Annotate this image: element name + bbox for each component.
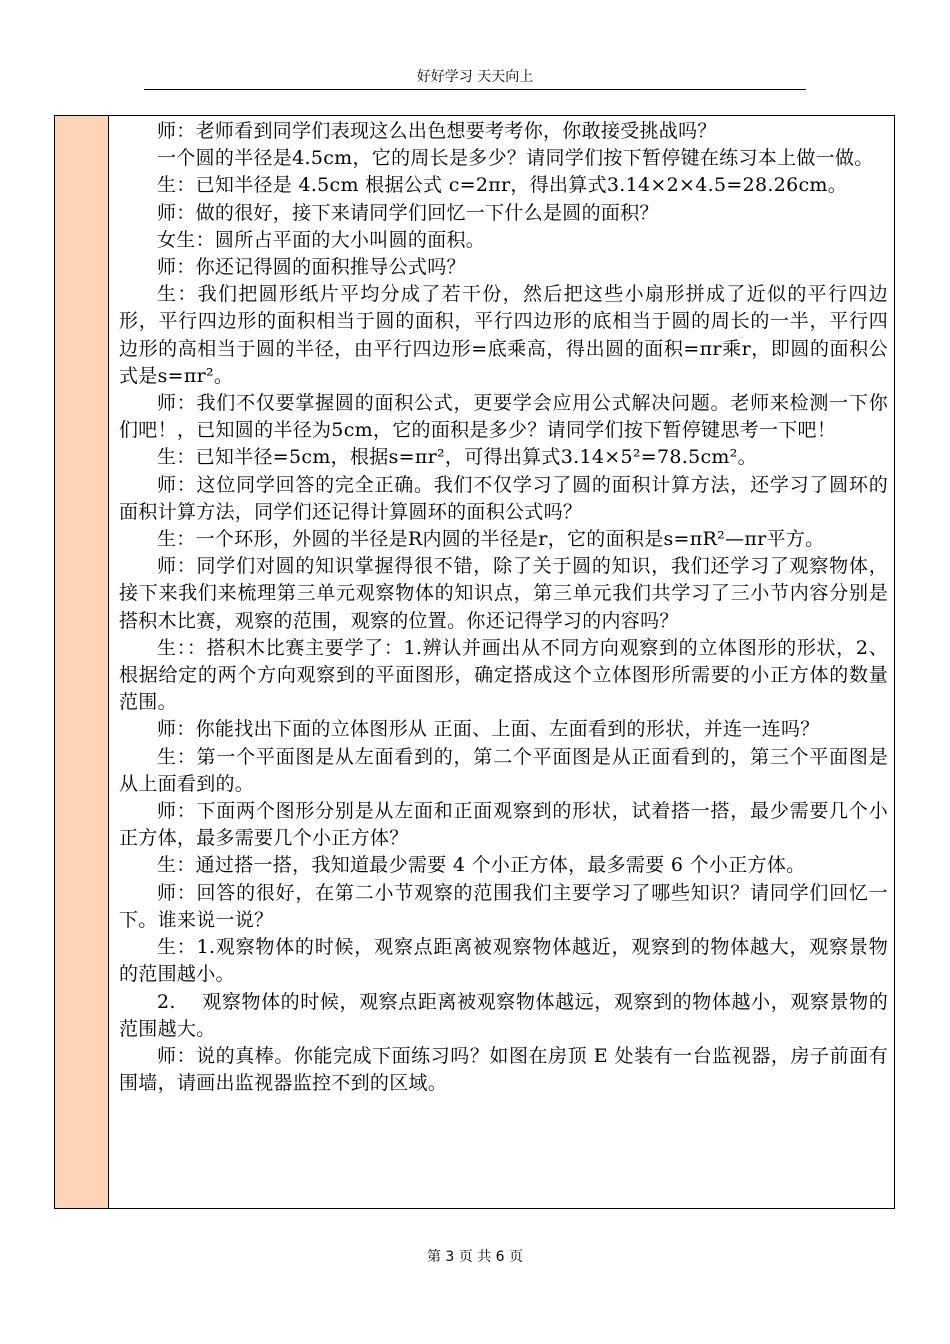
- paragraph: 女生：圆所占平面的大小叫圆的面积。: [157, 228, 486, 251]
- paragraph: 师：这位同学回答的完全正确。我们不仅学习了圆的面积计算方法，还学习了圆环的面积计算方法，同学们还记得计算圆环的面积公式吗？: [119, 473, 888, 523]
- paragraph: 师：老师看到同学们表现这么出色想要考考你，你敢接受挑战吗？: [157, 120, 717, 142]
- paragraph: 生：一个环形，外圆的半径是R内圆的半径是r，它的面积是s=πR²—πr平方。: [157, 528, 825, 551]
- paragraph: 师：你还记得圆的面积推导公式吗？: [157, 256, 466, 279]
- page-header: 好好学习 天天向上: [416, 69, 534, 85]
- paragraph: 生：已知半径=5cm，根据s=πr²，可得出算式3.14×5²=78.5cm²。: [157, 446, 757, 469]
- paragraph: 师：说的真棒。你能完成下面练习吗？如图在房顶 E 处装有一台监视器，房子前面有围墙，请画出监视器监控不到的区域。: [119, 1044, 888, 1095]
- paragraph: 师：回答的很好，在第二小节观察的范围我们主要学习了哪些知识？请同学们回忆一下。谁来说一说？: [119, 881, 888, 931]
- lesson-content: [111, 116, 888, 1097]
- paragraph: 师：我们不仅要掌握圆的面积公式，更要学会应用公式解决问题。老师来检测一下你们吧！，已知圆的半径为5cm，它的面积是多少？请同学们按下暂停键思考一下吧！: [119, 392, 888, 442]
- lesson-table: [54, 115, 895, 1209]
- page-footer: 第 3 页 共 6 页: [426, 1249, 524, 1265]
- paragraph: 生：已知半径是 4.5cm 根据公式 c=2πr，得出算式3.14×2×4.5=28.26cm。: [157, 174, 848, 197]
- left-shaded-column: [55, 116, 109, 1208]
- paragraph: 师：同学们对圆的知识掌握得很不错，除了关于圆的知识，我们还学习了观察物体，接下来我们来梳理第三单元观察物体的知识点，第三单元我们共学习了三小节内容分别是搭积木比赛，观察的范围，观察的位置。你还记得学习的内容吗？: [119, 555, 888, 632]
- paragraph: 生：通过搭一搭，我知道最少需要 4 个小正方体，最多需要 6 个小正方体。: [157, 854, 806, 877]
- paragraph: 师：你能找出下面的立体图形从 正面、上面、左面看到的形状，并连一连吗？: [157, 718, 820, 741]
- paragraph: 生：第一个平面图是从左面看到的，第二个平面图是从正面看到的，第三个平面图是从上面看到的。: [119, 745, 888, 795]
- header-rule: [144, 89, 806, 90]
- paragraph: 一个圆的半径是4.5cm，它的周长是多少？请同学们按下暂停键在练习本上做一做。: [157, 147, 874, 170]
- paragraph: 2. 观察物体的时候，观察点距离被观察物体越远，观察到的物体越小，观察景物的范围越大。: [119, 990, 888, 1040]
- paragraph: 生：：搭积木比赛主要学了：1.辨认并画出从不同方向观察到的立体图形的形状，2、根据给定的两个方向观察到的平面图形，确定搭成这个立体图形所需要的小正方体的数量范围。: [119, 636, 888, 714]
- paragraph: 生：我们把圆形纸片平均分成了若干份，然后把这些小扇形拼成了近似的平行四边形，平行四边形的面积相当于圆的面积，平行四边形的底相当于圆的周长的一半，平行四边形的高相当于圆的半径，由平行四边形=底乘高，得出圆的面积=πr乘r，即圆的面积公式是s=πr²。: [119, 283, 888, 387]
- paragraph: 生：1.观察物体的时候，观察点距离被观察物体越近，观察到的物体越大，观察景物的范围越小。: [119, 936, 888, 986]
- paragraph: 师：下面两个图形分别是从左面和正面观察到的形状，试着搭一搭，最少需要几个小正方体，最多需要几个小正方体？: [119, 800, 888, 850]
- paragraph: 师：做的很好，接下来请同学们回忆一下什么是圆的面积？: [157, 201, 659, 224]
